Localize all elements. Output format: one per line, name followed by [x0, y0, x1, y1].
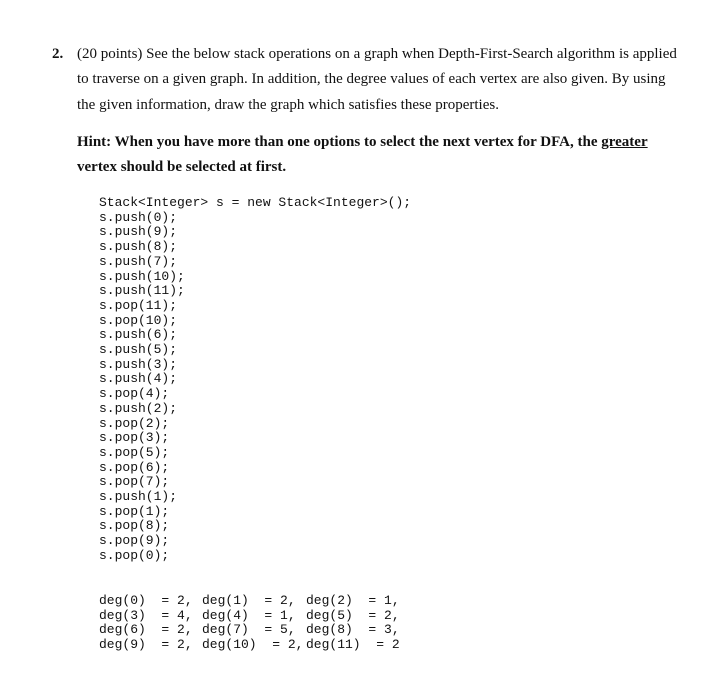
degree-row	[99, 594, 400, 609]
code-line: s.pop(7);	[99, 474, 170, 490]
code-line: s.pop(10);	[99, 312, 178, 328]
hint-line-1	[77, 134, 648, 151]
code-line: s.pop(4);	[99, 386, 170, 402]
code-line: s.push(1);	[99, 489, 178, 505]
code-line: s.push(6);	[99, 327, 178, 343]
question-text-line-2: to traverse on a given graph. In addition, the degree values of each vertex are also given. By using	[77, 71, 666, 87]
code-line: s.pop(3);	[99, 430, 170, 446]
code-line: s.push(8);	[99, 239, 178, 255]
degree-value: deg(4) = 1,	[202, 607, 296, 623]
degree-value: deg(0) = 2,	[99, 593, 193, 608]
code-line: s.push(3);	[99, 356, 178, 372]
code-line: s.push(11);	[99, 283, 185, 299]
hint-text: Hint: When you have more than one options to select the next vertex for DFA, the	[77, 134, 602, 150]
code-line: Stack<Integer> s = new Stack<Integer>();	[99, 195, 412, 210]
degree-value: deg(5) = 2,	[306, 607, 400, 623]
code-line: s.push(5);	[99, 342, 178, 358]
degree-row	[99, 623, 400, 638]
degree-value: deg(1) = 2,	[202, 593, 296, 608]
degree-table	[99, 594, 400, 653]
code-line: s.push(7);	[99, 253, 178, 269]
code-line: s.pop(6);	[99, 459, 170, 475]
hint-line-2: vertex should be selected at first.	[77, 159, 287, 175]
degree-value: deg(10) = 2,	[202, 637, 304, 653]
stack-operations-code	[99, 196, 411, 564]
degree-value: deg(7) = 5,	[202, 622, 296, 638]
degree-value: deg(3) = 4,	[99, 607, 193, 623]
code-line: s.push(4);	[99, 371, 178, 387]
question-text-line-1: (20 points) See the below stack operations on a graph when Depth-First-Search algorithm is applied	[77, 46, 677, 62]
code-line: s.pop(8);	[99, 518, 170, 534]
code-line: s.pop(5);	[99, 444, 170, 460]
code-line: s.pop(2);	[99, 415, 170, 431]
degree-value: deg(8) = 3,	[306, 622, 400, 638]
code-line: s.pop(1);	[99, 503, 170, 519]
degree-value: deg(9) = 2,	[99, 637, 193, 653]
degree-value: deg(2) = 1,	[306, 593, 400, 608]
code-line: s.pop(9);	[99, 533, 170, 549]
degree-value: deg(6) = 2,	[99, 622, 193, 638]
hint-underlined-word: greater	[601, 134, 648, 150]
code-line: s.push(2);	[99, 400, 178, 416]
degree-value: deg(11) = 2	[306, 637, 400, 653]
code-line: s.push(0);	[99, 209, 178, 225]
code-line: s.pop(0);	[99, 547, 170, 563]
degree-row	[99, 638, 400, 653]
code-line: s.push(9);	[99, 224, 178, 240]
question-number: 2.	[52, 46, 64, 62]
degree-row	[99, 609, 400, 624]
code-line: s.push(10);	[99, 268, 185, 284]
question-text-line-3: the given information, draw the graph which satisfies these properties.	[77, 97, 499, 113]
code-line: s.pop(11);	[99, 297, 178, 313]
